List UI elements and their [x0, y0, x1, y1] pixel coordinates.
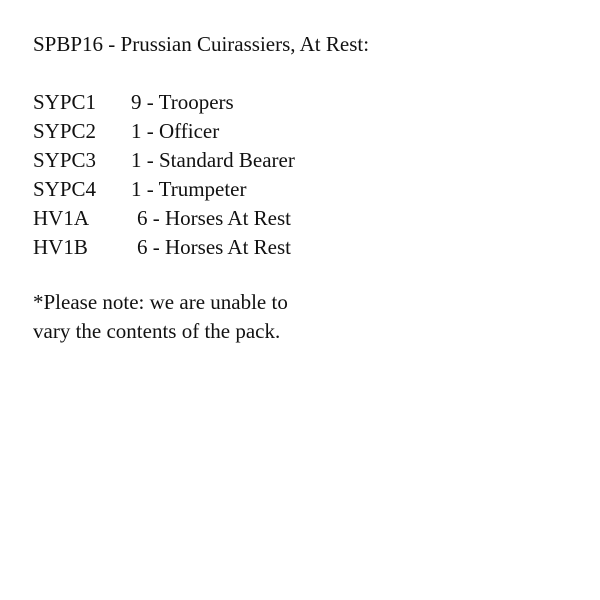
list-item: [33, 146, 295, 175]
pack-note: [33, 288, 353, 346]
item-code: HV1A: [33, 206, 89, 230]
item-description: 1 - Officer: [131, 119, 220, 143]
note-line: *Please note: we are unable to: [33, 290, 288, 314]
item-code: SYPC3: [33, 148, 97, 172]
contents-list: [33, 88, 295, 262]
pack-title: SPBP16 - Prussian Cuirassiers, At Rest:: [33, 32, 370, 56]
item-description: 1 - Trumpeter: [131, 177, 247, 201]
item-code: SYPC4: [33, 177, 97, 201]
list-item: [33, 233, 295, 262]
list-item: [33, 204, 295, 233]
item-code: SYPC2: [33, 119, 97, 143]
list-item: [33, 88, 295, 117]
item-description: 9 - Troopers: [131, 90, 234, 114]
item-description: 6 - Horses At Rest: [137, 206, 291, 230]
item-code: SYPC1: [33, 90, 97, 114]
item-code: HV1B: [33, 235, 88, 259]
list-item: [33, 117, 295, 146]
item-description: 1 - Standard Bearer: [131, 148, 295, 172]
list-item: [33, 175, 295, 204]
note-line: vary the contents of the pack.: [33, 319, 281, 343]
item-description: 6 - Horses At Rest: [137, 235, 291, 259]
